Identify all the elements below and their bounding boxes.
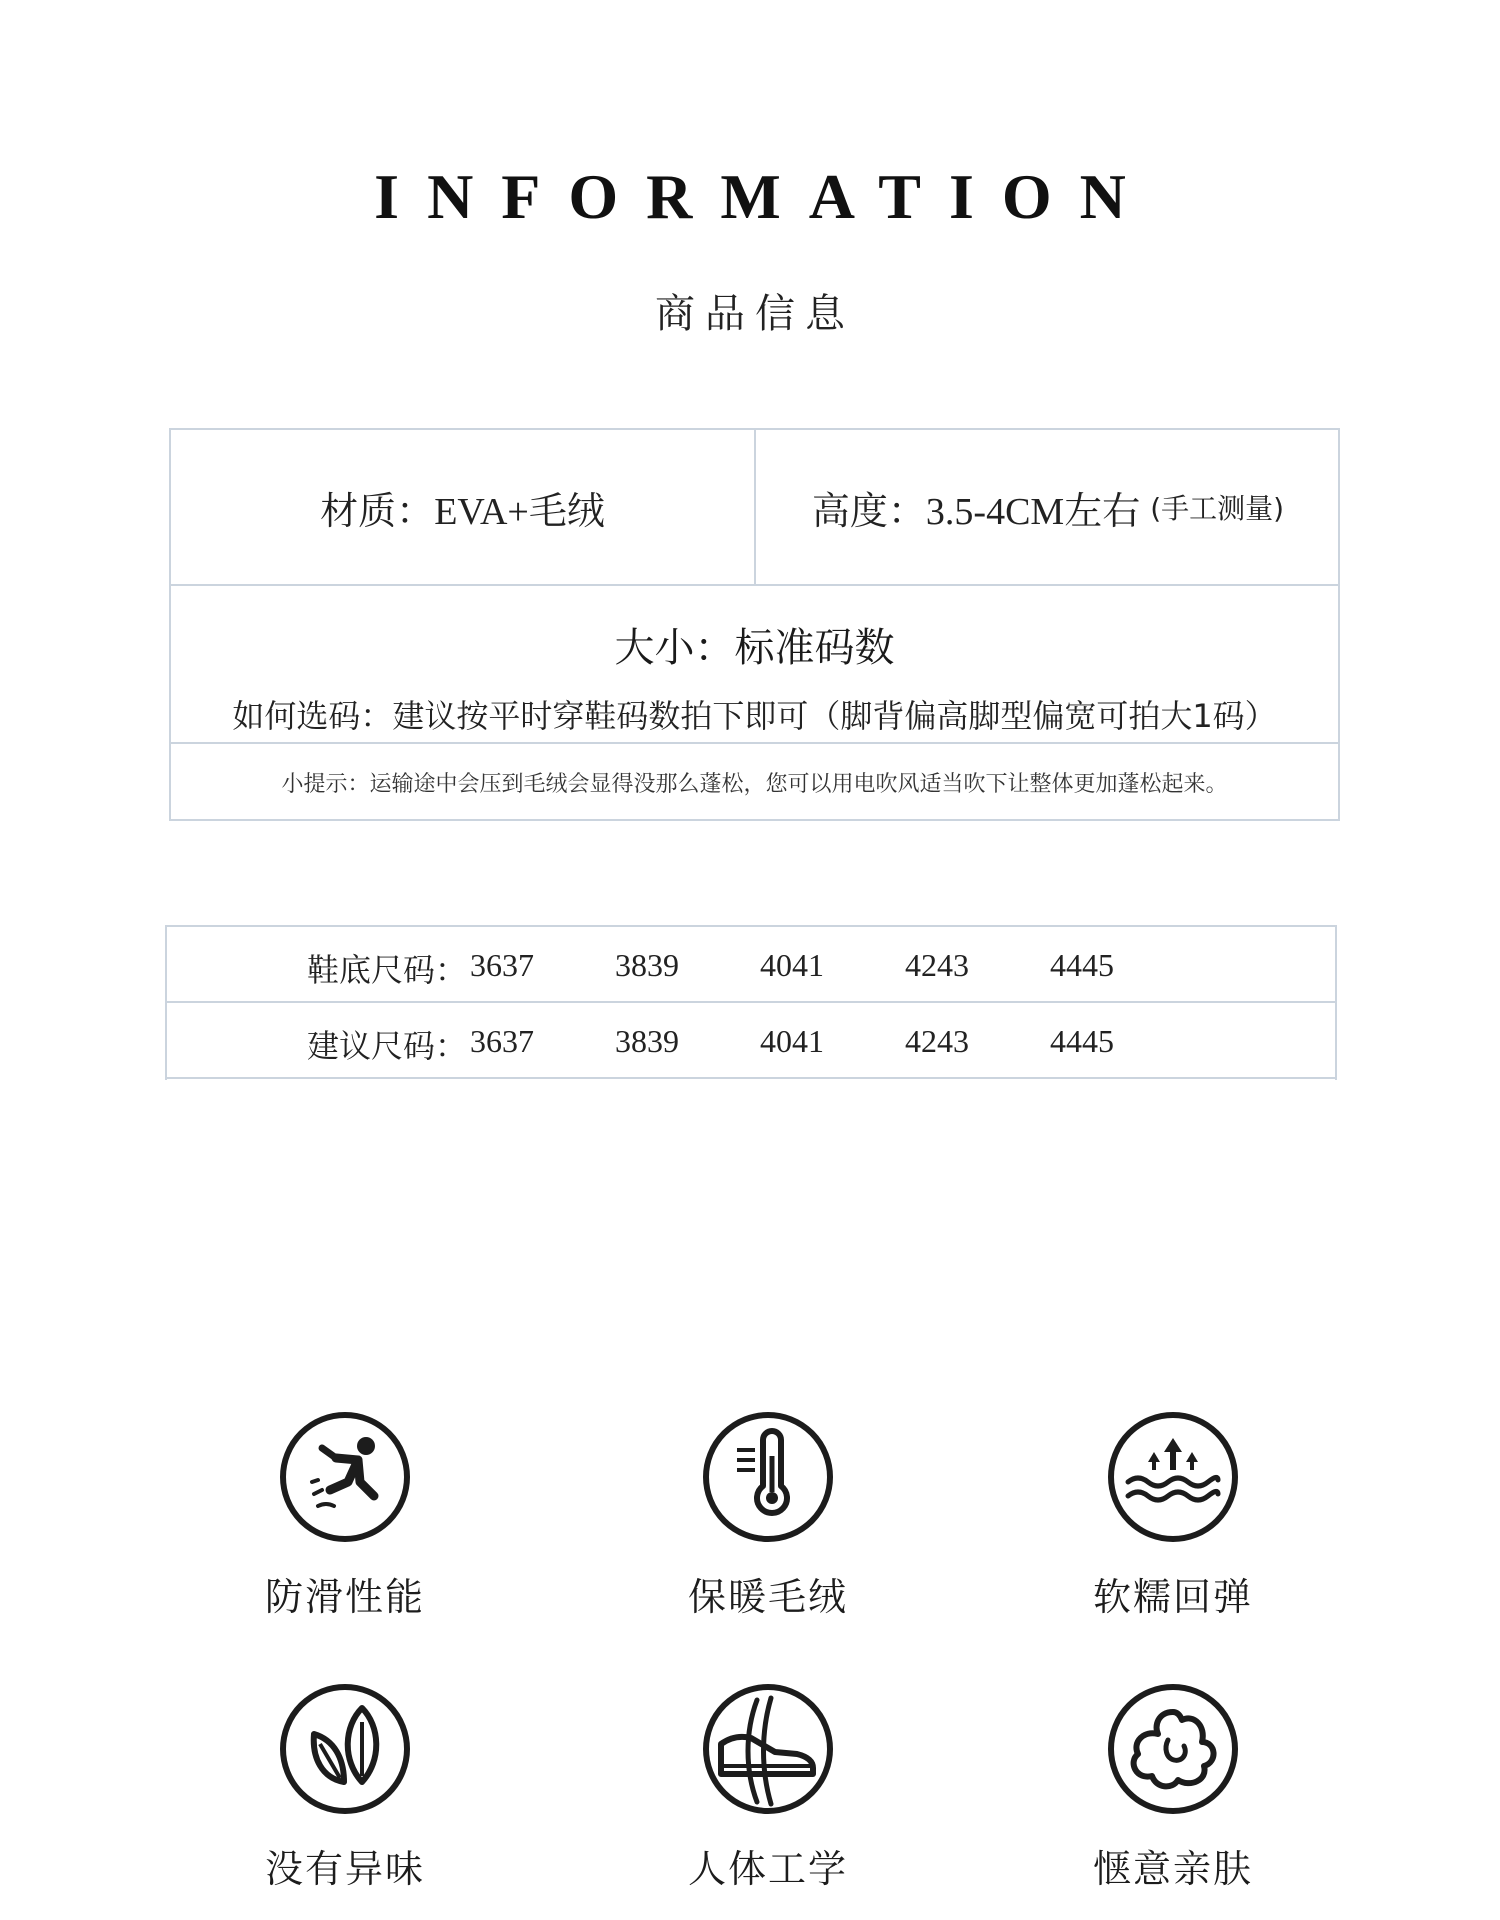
size-row-label: 鞋底尺码：	[307, 951, 468, 989]
feature-label: 软糯回弹	[1092, 1575, 1253, 1619]
page-title: INFORMATION	[374, 161, 1154, 232]
material-cell	[171, 430, 756, 584]
leaves-icon	[278, 1682, 412, 1816]
info-table	[169, 428, 1340, 821]
size-row-label: 建议尺码：	[307, 1027, 468, 1065]
feature-skin-friendly	[1023, 1682, 1323, 1893]
size-cell: 4041	[760, 947, 824, 983]
cotton-icon	[1106, 1682, 1240, 1816]
size-cell: 4445	[1050, 1023, 1114, 1059]
height-cell	[756, 430, 1340, 584]
size-cell: 3839	[615, 947, 679, 983]
info-row-size	[171, 586, 1338, 744]
tip-text: 小提示：运输途中会压到毛绒会显得没那么蓬松，您可以用电吹风适当吹下让整体更加蓬松起来。	[281, 772, 1228, 797]
feature-label: 没有异味	[264, 1847, 425, 1891]
ergonomic-shoe-icon	[701, 1682, 835, 1816]
size-cell: 4243	[905, 1023, 969, 1059]
size-cell: 4445	[1050, 947, 1114, 983]
size-cell: 4243	[905, 947, 969, 983]
height-note: (手工测量)	[1150, 492, 1285, 525]
height-value: 3.5-4CM左右	[925, 490, 1141, 533]
material-label: 材质：	[320, 488, 435, 533]
size-cell: 3839	[615, 1023, 679, 1059]
size-advice: 如何选码：建议按平时穿鞋码数拍下即可（脚背偏高脚型偏宽可拍大1码）	[232, 697, 1277, 735]
size-cell: 4041	[760, 1023, 824, 1059]
feature-label: 惬意亲肤	[1092, 1847, 1253, 1891]
info-row-tip	[171, 744, 1338, 821]
feature-warm-plush	[618, 1410, 918, 1621]
anti-slip-icon	[278, 1410, 412, 1544]
feature-rebound	[1023, 1410, 1323, 1621]
page-subtitle: 商品信息	[655, 291, 855, 337]
rebound-icon	[1106, 1410, 1240, 1544]
feature-no-odor	[195, 1682, 495, 1893]
size-cell: 3637	[470, 947, 534, 983]
size-row-suggested	[167, 1003, 1335, 1079]
height-label: 高度：	[811, 488, 926, 533]
info-row-material-height	[171, 430, 1338, 586]
size-row-sole	[167, 927, 1335, 1003]
feature-ergonomic	[618, 1682, 918, 1893]
size-table	[165, 925, 1337, 1080]
feature-label: 保暖毛绒	[687, 1575, 848, 1619]
size-cell: 3637	[470, 1023, 534, 1059]
thermometer-icon	[701, 1410, 835, 1544]
feature-label: 人体工学	[687, 1847, 848, 1891]
material-value: EVA+毛绒	[434, 490, 605, 533]
feature-label: 防滑性能	[264, 1575, 425, 1619]
feature-anti-slip	[195, 1410, 495, 1621]
size-heading: 大小：标准码数	[614, 625, 895, 671]
